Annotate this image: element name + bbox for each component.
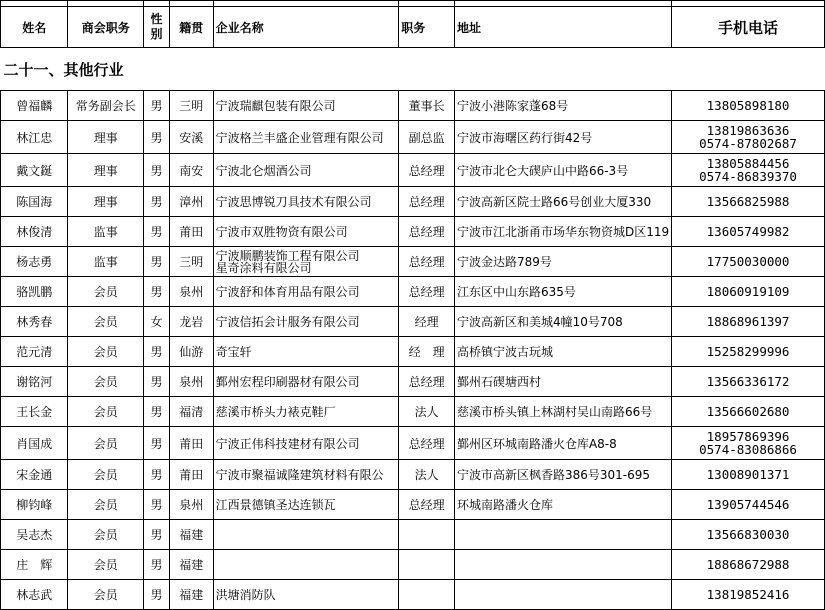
cell-name: 林志武 (1, 580, 68, 610)
cell-gender: 男 (144, 121, 170, 154)
cell-origin: 安溪 (169, 121, 213, 154)
cell-name: 林俊清 (1, 217, 68, 247)
cell-name: 陈国海 (1, 187, 68, 217)
cell-gender: 男 (144, 427, 170, 460)
cell-origin: 三明 (169, 247, 213, 277)
cell-position: 会员 (68, 367, 144, 397)
table-row (1, 490, 825, 520)
table-row (1, 427, 825, 460)
cell-position: 会员 (68, 397, 144, 427)
cell-company: 慈溪市桥头力裱克鞋厂 (213, 397, 399, 427)
cell-title: 董事长 (399, 91, 455, 121)
header-address: 地址 (454, 7, 671, 48)
cell-phone: 13566825988 (672, 187, 825, 217)
cell-position: 会员 (68, 427, 144, 460)
cell-origin: 福清 (169, 397, 213, 427)
cell-company: 宁波正伟科技建材有限公司 (213, 427, 399, 460)
cell-origin: 莆田 (169, 217, 213, 247)
cell-name: 庄 辉 (1, 550, 68, 580)
cell-address: 鄞州石碶塘西村 (454, 367, 671, 397)
cell-position: 会员 (68, 490, 144, 520)
cell-gender: 男 (144, 490, 170, 520)
cell-name: 戴文鋋 (1, 154, 68, 187)
cell-company: 宁波舒和体育用品有限公司 (213, 277, 399, 307)
cell-position: 会员 (68, 307, 144, 337)
table-row (1, 91, 825, 121)
cell-phone: 13605749982 (672, 217, 825, 247)
cell-address: 宁波金达路789号 (454, 247, 671, 277)
cell-title: 总经理 (399, 187, 455, 217)
cell-address: 宁波小港陈家蓬68号 (454, 91, 671, 121)
header-gender-line1: 性 (150, 12, 163, 26)
cell-phone: 13805898180 (672, 91, 825, 121)
cell-company: 宁波瑞麒包装有限公司 (213, 91, 399, 121)
phone-line2: 0574-86839370 (699, 169, 797, 184)
cell-origin: 龙岩 (169, 307, 213, 337)
cell-company (213, 520, 399, 550)
cell-phone: 18060919109 (672, 277, 825, 307)
table-row (1, 367, 825, 397)
cell-address (454, 520, 671, 550)
header-title: 职务 (399, 7, 455, 48)
cell-address: 宁波市海曙区药行街42号 (454, 121, 671, 154)
cell-title: 法人 (399, 397, 455, 427)
cell-gender: 男 (144, 520, 170, 550)
header-gender-line2: 别 (150, 27, 163, 41)
cell-company: 宁波信拓会计服务有限公司 (213, 307, 399, 337)
cell-address: 鄞州区环城南路潘火仓库A8-8 (454, 427, 671, 460)
cell-phone: 13819852416 (672, 580, 825, 610)
cell-company: 宁波北仑烟酒公司 (213, 154, 399, 187)
cell-position: 会员 (68, 277, 144, 307)
cell-gender: 男 (144, 217, 170, 247)
cell-origin: 福建 (169, 580, 213, 610)
cell-address: 宁波市高新区枫香路386号301-695 (454, 460, 671, 490)
cell-phone (672, 154, 825, 187)
cell-company (213, 550, 399, 580)
cell-company: 奇宝轩 (213, 337, 399, 367)
cell-position: 理事 (68, 154, 144, 187)
cell-title: 副总监 (399, 121, 455, 154)
company-line1: 宁波顺鹏装饰工程有限公司 (215, 248, 360, 263)
cell-name: 宋金通 (1, 460, 68, 490)
cell-origin: 泉州 (169, 367, 213, 397)
cell-company (213, 247, 399, 277)
cell-gender: 男 (144, 337, 170, 367)
cell-phone: 13008901371 (672, 460, 825, 490)
table-row (1, 460, 825, 490)
table-row (1, 307, 825, 337)
cell-position: 会员 (68, 460, 144, 490)
phone-line2: 0574-83086866 (699, 442, 797, 457)
header-phone: 手机电话 (672, 7, 825, 48)
cell-origin: 莆田 (169, 427, 213, 460)
cell-origin: 仙游 (169, 337, 213, 367)
phone-line1: 13805884456 (706, 156, 790, 171)
cell-gender: 男 (144, 247, 170, 277)
cell-title: 经 理 (399, 337, 455, 367)
cell-phone (672, 121, 825, 154)
cell-name: 吴志杰 (1, 520, 68, 550)
table-row (1, 550, 825, 580)
cell-gender: 男 (144, 367, 170, 397)
cell-title: 经理 (399, 307, 455, 337)
cell-address: 宁波市北仑大碶庐山中路66-3号 (454, 154, 671, 187)
table-row (1, 217, 825, 247)
header-position: 商会职务 (68, 7, 144, 48)
cell-title: 总经理 (399, 217, 455, 247)
cell-origin: 漳州 (169, 187, 213, 217)
table-row (1, 247, 825, 277)
cell-address (454, 550, 671, 580)
header-row (1, 7, 825, 48)
cell-phone: 18868961397 (672, 307, 825, 337)
cell-address: 宁波市江北浙甬市场华东物资城D区119 (454, 217, 671, 247)
cell-company: 宁波市双胜物资有限公司 (213, 217, 399, 247)
table-row (1, 121, 825, 154)
cell-name: 柳钧峰 (1, 490, 68, 520)
phone-line2: 0574-87802687 (699, 136, 797, 151)
cell-company: 宁波思博锐刀具技术有限公司 (213, 187, 399, 217)
cell-address: 江东区中山东路635号 (454, 277, 671, 307)
cell-phone: 13566830030 (672, 520, 825, 550)
header-gender (144, 7, 170, 48)
section-title: 二十一、其他行业 (1, 48, 825, 91)
table-row (1, 397, 825, 427)
table-row (1, 337, 825, 367)
cell-title: 法人 (399, 460, 455, 490)
header-origin: 籍贯 (169, 7, 213, 48)
cell-origin: 三明 (169, 91, 213, 121)
cell-address: 环城南路潘火仓库 (454, 490, 671, 520)
cell-position: 理事 (68, 121, 144, 154)
cell-address: 宁波高新区和美城4幢10号708 (454, 307, 671, 337)
cell-gender: 男 (144, 397, 170, 427)
cell-position: 会员 (68, 337, 144, 367)
cell-position: 理事 (68, 187, 144, 217)
cell-address: 慈溪市桥头镇上林湖村吴山南路66号 (454, 397, 671, 427)
cell-company: 江西景德镇圣达连锁瓦 (213, 490, 399, 520)
cell-phone (672, 427, 825, 460)
cell-title (399, 580, 455, 610)
phone-line1: 13819863636 (706, 123, 790, 138)
header-company: 企业名称 (213, 7, 399, 48)
cell-name: 谢铭河 (1, 367, 68, 397)
cell-phone: 15258299996 (672, 337, 825, 367)
cell-address: 高桥镇宁波古玩城 (454, 337, 671, 367)
cell-phone: 17750030000 (672, 247, 825, 277)
cell-gender: 男 (144, 580, 170, 610)
cell-title: 总经理 (399, 154, 455, 187)
cell-origin: 福建 (169, 550, 213, 580)
cell-name: 林江忠 (1, 121, 68, 154)
cell-phone: 13905744546 (672, 490, 825, 520)
table-row (1, 187, 825, 217)
cell-phone: 18868672988 (672, 550, 825, 580)
cell-company: 宁波格兰丰盛企业管理有限公司 (213, 121, 399, 154)
cell-title (399, 520, 455, 550)
table-row (1, 154, 825, 187)
phone-line1: 18957869396 (706, 429, 790, 444)
cell-company: 鄞州宏程印刷器材有限公司 (213, 367, 399, 397)
cell-gender: 男 (144, 187, 170, 217)
cell-position: 监事 (68, 247, 144, 277)
cell-gender: 女 (144, 307, 170, 337)
cell-position: 监事 (68, 217, 144, 247)
cell-gender: 男 (144, 91, 170, 121)
cell-origin: 泉州 (169, 277, 213, 307)
cell-origin: 福建 (169, 520, 213, 550)
cell-name: 曾福麟 (1, 91, 68, 121)
header-name: 姓名 (1, 7, 68, 48)
cell-gender: 男 (144, 460, 170, 490)
table-row (1, 520, 825, 550)
company-line2: 星奇涂料有限公司 (215, 260, 312, 275)
cell-address: 宁波高新区院士路66号创业大厦330 (454, 187, 671, 217)
cell-phone: 13566602680 (672, 397, 825, 427)
cell-name: 范元清 (1, 337, 68, 367)
cell-origin: 南安 (169, 154, 213, 187)
cell-gender: 男 (144, 154, 170, 187)
cell-gender: 男 (144, 277, 170, 307)
cell-address (454, 580, 671, 610)
cell-title: 总经理 (399, 247, 455, 277)
cell-company: 宁波市聚福诚隆建筑材料有限公 (213, 460, 399, 490)
table-row (1, 277, 825, 307)
cell-company: 洪塘消防队 (213, 580, 399, 610)
cell-name: 肖国成 (1, 427, 68, 460)
cell-phone: 13566336172 (672, 367, 825, 397)
cell-name: 林秀春 (1, 307, 68, 337)
section-row (1, 48, 825, 91)
cell-title: 总经理 (399, 367, 455, 397)
cell-origin: 泉州 (169, 490, 213, 520)
cell-title: 总经理 (399, 277, 455, 307)
cell-name: 骆凯鹏 (1, 277, 68, 307)
cell-title: 总经理 (399, 490, 455, 520)
cell-position: 常务副会长 (68, 91, 144, 121)
table-row (1, 580, 825, 610)
cell-name: 杨志勇 (1, 247, 68, 277)
cell-name: 王长金 (1, 397, 68, 427)
cell-position: 会员 (68, 580, 144, 610)
cell-position: 会员 (68, 550, 144, 580)
cell-position: 会员 (68, 520, 144, 550)
cell-title: 总经理 (399, 427, 455, 460)
cell-title (399, 550, 455, 580)
cell-origin: 莆田 (169, 460, 213, 490)
cell-gender: 男 (144, 550, 170, 580)
